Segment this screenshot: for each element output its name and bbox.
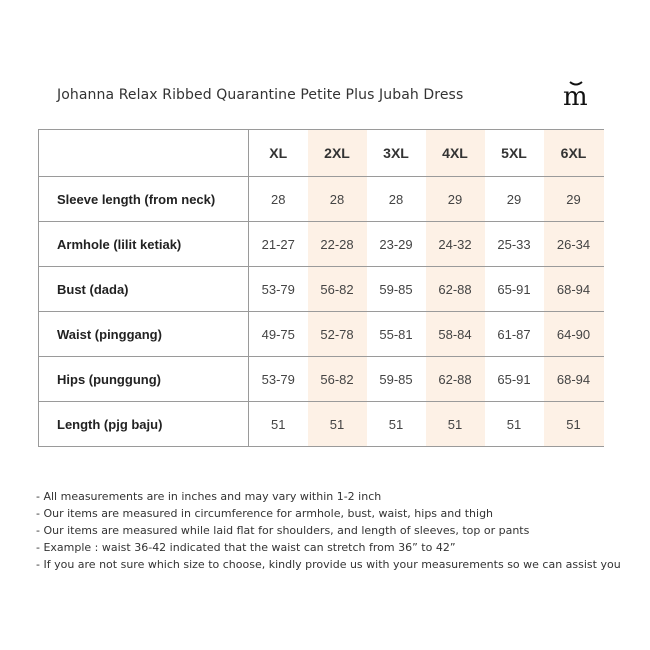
size-chart-table [38, 129, 604, 447]
row-label: Waist (pinggang) [39, 312, 249, 357]
row-label: Armhole (lilit ketiak) [39, 222, 249, 267]
row-label: Length (pjg baju) [39, 402, 249, 447]
row-label: Hips (punggung) [39, 357, 249, 402]
table-cell: 51 [426, 402, 485, 447]
table-cell: 21-27 [249, 222, 308, 267]
size-header: XL [249, 130, 308, 177]
table-cell: 65-91 [485, 357, 544, 402]
table-cell: 29 [485, 177, 544, 222]
header-row [39, 130, 604, 177]
table-cell: 28 [308, 177, 367, 222]
table-cell: 65-91 [485, 267, 544, 312]
table-cell: 49-75 [249, 312, 308, 357]
table-cell: 29 [544, 177, 604, 222]
table-cell: 64-90 [544, 312, 604, 357]
table-cell: 59-85 [367, 267, 426, 312]
table-cell: 28 [367, 177, 426, 222]
note-line: - Our items are measured in circumference for armhole, bust, waist, hips and thigh [36, 507, 494, 520]
row-label: Sleeve length (from neck) [39, 177, 249, 222]
note-line: - Example : waist 36-42 indicated that the waist can stretch from 36” to 42” [36, 541, 456, 554]
note-line: - Our items are measured while laid flat for shoulders, and length of sleeves, top or pants [36, 524, 530, 537]
table-cell: 55-81 [367, 312, 426, 357]
table-cell: 68-94 [544, 357, 604, 402]
note-line: - If you are not sure which size to choose, kindly provide us with your measurements so we can assist you [36, 558, 621, 571]
table-cell: 53-79 [249, 357, 308, 402]
table-cell: 25-33 [485, 222, 544, 267]
table-cell: 52-78 [308, 312, 367, 357]
brand-logo [560, 74, 600, 110]
table-cell: 62-88 [426, 267, 485, 312]
table-cell: 23-29 [367, 222, 426, 267]
measurement-notes [36, 488, 621, 573]
note-line: - All measurements are in inches and may vary within 1-2 inch [36, 490, 382, 503]
table-cell: 51 [308, 402, 367, 447]
table-cell: 62-88 [426, 357, 485, 402]
table-row [39, 177, 604, 222]
table-cell: 22-28 [308, 222, 367, 267]
table-cell: 51 [249, 402, 308, 447]
table-row [39, 402, 604, 447]
table-cell: 53-79 [249, 267, 308, 312]
table-cell: 56-82 [308, 267, 367, 312]
table-cell: 56-82 [308, 357, 367, 402]
table-cell: 68-94 [544, 267, 604, 312]
table-cell: 24-32 [426, 222, 485, 267]
table-cell: 51 [544, 402, 604, 447]
table-cell: 26-34 [544, 222, 604, 267]
table-cell: 61-87 [485, 312, 544, 357]
table-cell: 59-85 [367, 357, 426, 402]
table-cell: 51 [367, 402, 426, 447]
table-cell: 29 [426, 177, 485, 222]
table-cell: 51 [485, 402, 544, 447]
size-header: 2XL [308, 130, 367, 177]
table-cell: 58-84 [426, 312, 485, 357]
size-header: 6XL [544, 130, 604, 177]
table-row [39, 267, 604, 312]
chart-title: Johanna Relax Ribbed Quarantine Petite Plus Jubah Dress [57, 87, 464, 103]
size-header: 4XL [426, 130, 485, 177]
brand-logo-icon [560, 74, 600, 110]
row-label: Bust (dada) [39, 267, 249, 312]
header-cell-empty [39, 130, 249, 177]
size-header: 5XL [485, 130, 544, 177]
table-row [39, 222, 604, 267]
table-cell: 28 [249, 177, 308, 222]
svg-text:m: m [563, 82, 588, 110]
table-row [39, 312, 604, 357]
size-header: 3XL [367, 130, 426, 177]
table-row [39, 357, 604, 402]
